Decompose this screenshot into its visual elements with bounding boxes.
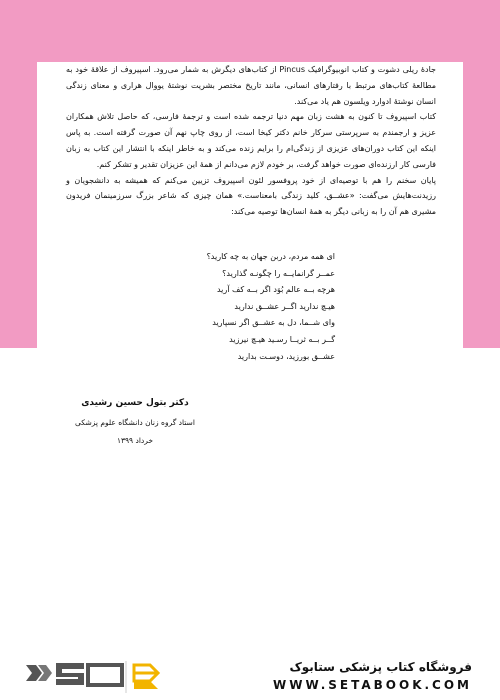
poem-line: وای شــما، دل به عشــق اگر نسپارید (212, 318, 335, 328)
page-body-text (66, 62, 436, 220)
poem-line: هرچه بــه عالم بُوَد اگر بــه کف آرید (216, 285, 335, 295)
store-title: فروشگاه کتاب پزشکی ستابوک (289, 660, 472, 674)
poem-line: گــر بــه ثریــا رسـید هیـچ نیرزید (229, 334, 335, 344)
signature-name: دکتر بتول حسین رشیدی (81, 398, 189, 408)
paragraph-2: کتاب اسپیروف تا کنون به هشت زبان مهم دنیا ترجمه شده است و ترجمهٔ فارسی، که حاصل تلاش همکاران عزیز و ارجمندم به سرپرستی سرکار خانم دکتر کیخا است، از روی چاپ نهم آن صورت گرفته است. به پاس اینکه این کتاب دوران‌های عزیزی از زندگی‌ام را برایم زنده می‌کند و به خاطر اینکه با انتشار این کتاب به زبان فارسی کار ارزنده‌ای صورت خواهد گرفت، بر خودم لازم می‌دانم از همهٔ این عزیزان تقدیر و تشکر کنم. (66, 112, 436, 169)
setabook-logo-graphic (22, 659, 172, 695)
poem-line: عشــق بورزید، دوسـت بدارید (237, 351, 335, 361)
signature-block (60, 392, 210, 450)
signature-position: استاد گروه زنان دانشگاه علوم پزشکی (75, 418, 195, 427)
poem-line: عمــر گرانمایــه را چگونـه گذارید؟ (222, 268, 335, 278)
signature-date: خرداد ۱۳۹۹ (116, 436, 154, 445)
poem-block (160, 249, 335, 365)
poem-line: هیـچ ندارید اگــر عشــق ندارید (234, 301, 335, 311)
store-url-link[interactable]: WWW.SETABOOK.COM (272, 678, 472, 692)
paragraph-1: جادهٔ ریلی دشوت و کتاب انوبیوگرافیک Pincus از کتاب‌های دیگرش به شمار می‌رود. اسپیروف از علاقهٔ خود به مطالعهٔ کتاب‌های مرتبط با رفتارهای انسانی، مانند تاریخ مختصر بشریت نوشتهٔ یووال هراری و معنای زندگی انسان نوشتهٔ ادوارد ویلسون هم یاد می‌کند. (66, 65, 437, 106)
setabook-logo[interactable] (22, 659, 172, 695)
poem-line: ای همه مردم، دربن جهان به چه کارید؟ (206, 252, 335, 261)
paragraph-3: پایان سخنم را هم با توصیه‌ای از خود پروفسور لئون اسپیروف تزیین می‌کنم که همیشه به دانشجویان و رزیدنت‌هایش می‌گفت: «عشــق، کلید زندگی بامعناست.» همان چیزی که شاعر بزرگ سرزمینمان فریدون مشیری هم آن را به زبانی دیگر به همهٔ انسان‌ها توصیه می‌کند: (66, 175, 436, 217)
store-footer (0, 650, 500, 700)
store-info (202, 659, 472, 695)
